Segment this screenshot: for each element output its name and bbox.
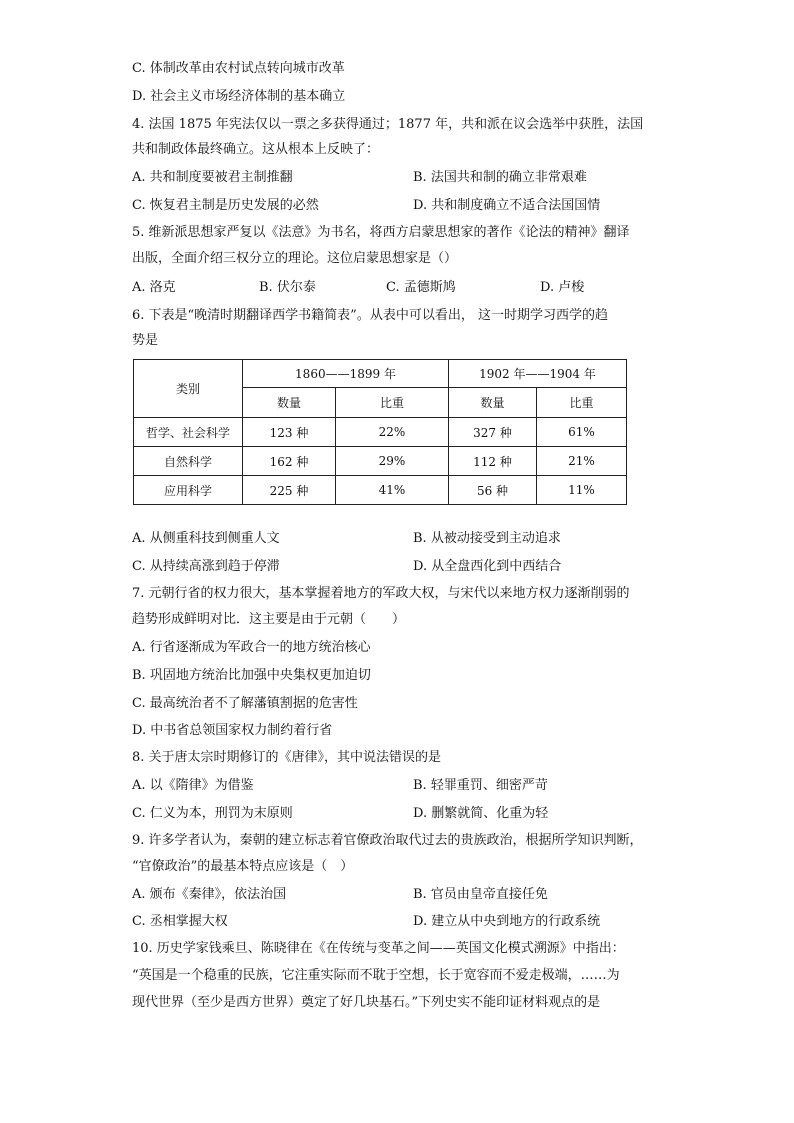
- table-row: [134, 418, 627, 447]
- q6-stem-line2: 势是: [132, 333, 159, 348]
- q5-option-c: C. 孟德斯鸠: [386, 280, 456, 295]
- q7-option-c: C. 最高统治者不了解藩镇割据的危害性: [132, 696, 358, 711]
- row-count1: 162 种: [243, 447, 336, 476]
- table-header-category: 类别: [134, 360, 243, 418]
- q4-stem-line1: 4. 法国 1875 年宪法仅以一票之多获得通过；1877 年，共和派在议会选举中获胜，法国: [132, 117, 644, 132]
- q7-option-a: A. 行省逐渐成为军政合一的地方统治核心: [132, 640, 371, 655]
- row-count1: 123 种: [243, 418, 336, 447]
- q10-stem-line2: “英国是一个稳重的民族，它注重实际而不耽于空想，长于宽容而不爱走极端，……为: [132, 968, 620, 983]
- q5-option-d: D. 卢梭: [540, 280, 585, 295]
- row-ratio2: 61%: [537, 418, 627, 447]
- q7-stem-line2: 趋势形成鲜明对比．这主要是由于元朝（ ）: [132, 612, 406, 627]
- translation-books-table: [133, 359, 627, 505]
- row-ratio1: 29%: [336, 447, 449, 476]
- q9-stem-line2: “官僚政治”的最基本特点应该是（ ）: [132, 859, 354, 874]
- row-category: 自然科学: [134, 447, 243, 476]
- q9-option-c: C. 丞相掌握大权: [132, 914, 228, 929]
- q8-option-c: C. 仁义为本，刑罚为末原则: [132, 806, 293, 821]
- q4-stem-line2: 共和制政体最终确立。这从根本上反映了：: [132, 142, 380, 157]
- q4-option-d: D. 共和制度确立不适合法国国情: [413, 198, 601, 213]
- q4-option-a: A. 共和制度要被君主制推翻: [132, 170, 293, 185]
- q6-option-a: A. 从侧重科技到侧重人文: [132, 531, 280, 546]
- table-subheader-ratio1: 比重: [336, 388, 449, 418]
- q5-stem-line2: 出版，全面介绍三权分立的理论。这位启蒙思想家是（）: [132, 251, 458, 266]
- table-header-period2: 1902 年——1904 年: [449, 360, 627, 388]
- q4-option-c: C. 恢复君主制是历史发展的必然: [132, 198, 319, 213]
- table-subheader-count1: 数量: [243, 388, 336, 418]
- q9-option-d: D. 建立从中央到地方的行政系统: [413, 914, 601, 929]
- row-count2: 327 种: [449, 418, 537, 447]
- q5-option-a: A. 洛克: [132, 280, 176, 295]
- table-header-period1: 1860——1899 年: [243, 360, 449, 388]
- table-subheader-ratio2: 比重: [537, 388, 627, 418]
- row-count1: 225 种: [243, 476, 336, 505]
- table-row: [134, 476, 627, 505]
- q5-stem-line1: 5. 维新派思想家严复以《法意》为书名，将西方启蒙思想家的著作《论法的精神》翻译: [132, 225, 630, 240]
- q3-option-c: C. 体制改革由农村试点转向城市改革: [132, 61, 345, 76]
- row-count2: 112 种: [449, 447, 537, 476]
- q3-option-d: D. 社会主义市场经济体制的基本确立: [132, 89, 346, 104]
- q9-option-a: A. 颁布《秦律》，依法治国: [132, 887, 287, 902]
- q7-option-b: B. 巩固地方统治比加强中央集权更加迫切: [132, 668, 371, 683]
- q9-option-b: B. 官员由皇帝直接任免: [413, 887, 548, 902]
- row-count2: 56 种: [449, 476, 537, 505]
- q8-option-a: A. 以《隋律》为借鉴: [132, 778, 254, 793]
- q6-stem-line1: 6. 下表是“晚清时期翻译西学书籍简表”。从表中可以看出， 这一时期学习西学的趋: [132, 308, 608, 323]
- row-ratio1: 41%: [336, 476, 449, 505]
- row-ratio2: 21%: [537, 447, 627, 476]
- q8-stem-line1: 8. 关于唐太宗时期修订的《唐律》，其中说法错误的是: [132, 750, 442, 765]
- table-subheader-count2: 数量: [449, 388, 537, 418]
- q5-option-b: B. 伏尔泰: [259, 280, 316, 295]
- q7-option-d: D. 中书省总领国家权力制约着行省: [132, 723, 333, 738]
- row-category: 应用科学: [134, 476, 243, 505]
- table-row: [134, 447, 627, 476]
- q8-option-b: B. 轻罪重罚、细密严苛: [413, 778, 548, 793]
- q10-stem-line3: 现代世界（至少是西方世界）奠定了好几块基石。”下列史实不能印证材料观点的是: [132, 995, 601, 1010]
- q9-stem-line1: 9. 许多学者认为，秦朝的建立标志着官僚政治取代过去的贵族政治，根据所学知识判断，: [132, 833, 643, 848]
- q6-option-b: B. 从被动接受到主动追求: [413, 531, 561, 546]
- q6-option-d: D. 从全盘西化到中西结合: [413, 559, 562, 574]
- q4-option-b: B. 法国共和制的确立非常艰难: [413, 170, 587, 185]
- q8-option-d: D. 删繁就简、化重为轻: [413, 806, 549, 821]
- row-ratio1: 22%: [336, 418, 449, 447]
- row-category: 哲学、社会科学: [134, 418, 243, 447]
- q6-option-c: C. 从持续高涨到趋于停滞: [132, 559, 280, 574]
- row-ratio2: 11%: [537, 476, 627, 505]
- q10-stem-line1: 10. 历史学家钱乘旦、陈晓律在《在传统与变革之间——英国文化模式溯源》中指出：: [132, 941, 625, 956]
- q7-stem-line1: 7. 元朝行省的权力很大，基本掌握着地方的军政大权，与宋代以来地方权力逐渐削弱的: [132, 586, 630, 601]
